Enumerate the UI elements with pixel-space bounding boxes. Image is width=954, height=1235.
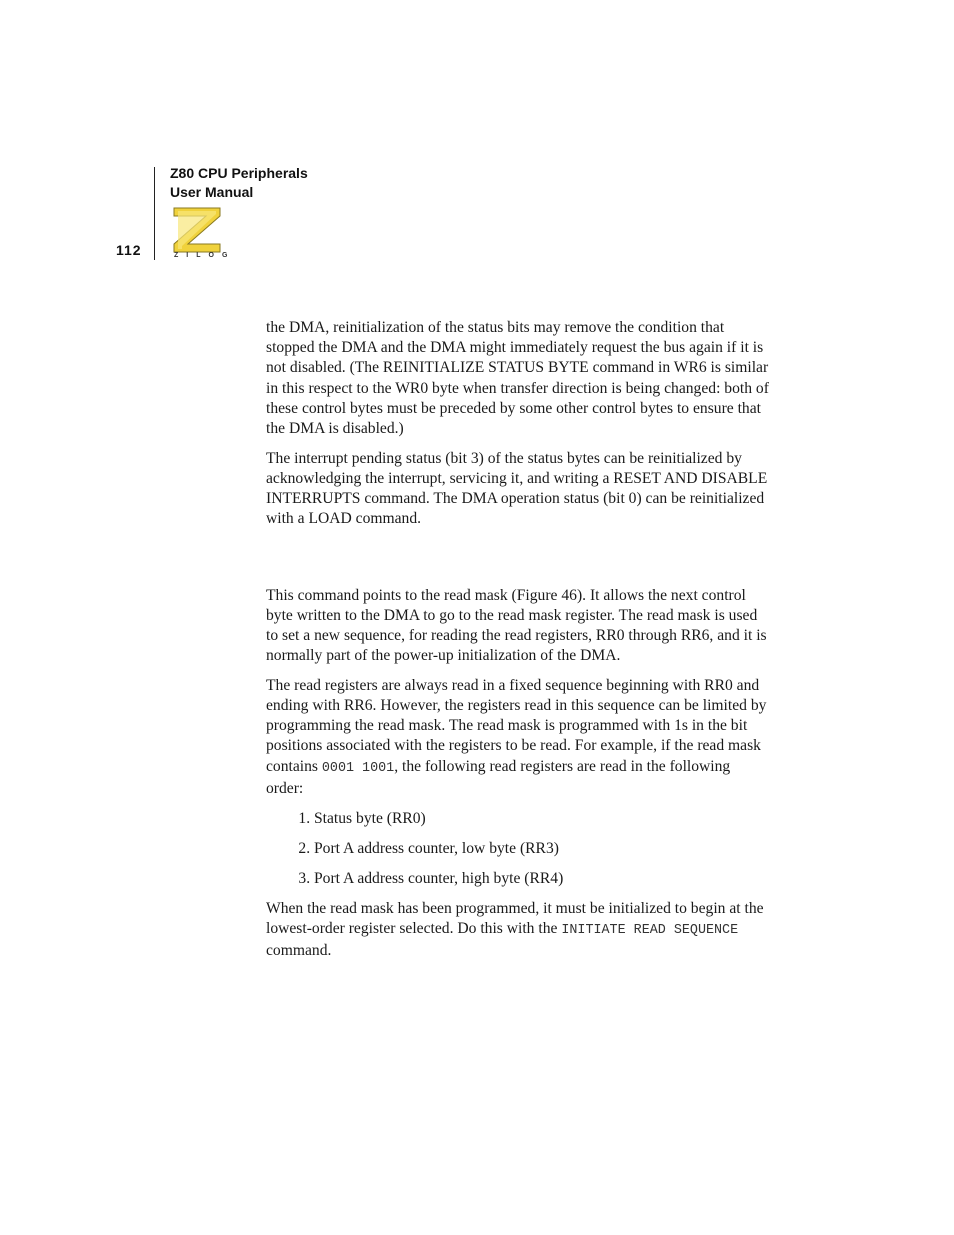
- list-item: 3. Port A address counter, high byte (RR4): [314, 869, 771, 889]
- paragraph-initiate-read: [266, 899, 771, 962]
- initiate-read-sequence-code: INITIATE READ SEQUENCE: [561, 922, 739, 938]
- logo-wordmark: ZILOG: [174, 252, 236, 259]
- list-item: 2. Port A address counter, low byte (RR3): [314, 839, 771, 859]
- header-vertical-rule: [154, 167, 155, 260]
- paragraph-read-sequence: [266, 676, 771, 799]
- read-sequence-text-end: , the following read registers are read in the following order:: [266, 757, 731, 797]
- page-body: [266, 318, 771, 971]
- paragraph-interrupt-pending: The interrupt pending status (bit 3) of the status bytes can be reinitialized by acknowledging the interrupt, servicing it, and writing a RESET AND DISABLE INTERRUPTS command. The DMA operation status (bit 0) can be reinitialized with a LOAD command.: [266, 449, 768, 528]
- manual-title: [170, 164, 308, 202]
- read-order-list: [266, 809, 771, 889]
- manual-title-line1: Z80 CPU Peripherals: [170, 165, 308, 181]
- initiate-read-text-end: command.: [266, 941, 332, 959]
- initiate-read-text-start: When the read mask has been programmed, it must be initialized to begin at the lowest-order register selected. Do this with the: [266, 899, 764, 937]
- manual-title-line2: User Manual: [170, 184, 254, 200]
- paragraph-dma-reinit: the DMA, reinitialization of the status bits may remove the condition that stopped the DMA and the DMA might immediately request the bus again if it is not disabled. (The REINITIALIZE STATUS BYTE command in WR6 is similar in this respect to the WR0 byte when transfer direction is being changed: both of these control bytes must be preceded by some other control bytes to ensure that the DMA is disabled.): [266, 319, 769, 438]
- page-number: 112: [116, 242, 142, 258]
- paragraph-read-mask-command: This command points to the read mask (Figure 46). It allows the next control byte written to the DMA to go to the read mask register. The read mask is used to set a new sequence, for reading the read registers, RR0 through RR6, and it is normally part of the power-up initialization of the DMA.: [266, 586, 767, 665]
- read-mask-value-code: 0001 1001: [321, 760, 395, 776]
- read-sequence-text-start: The read registers are always read in a fixed sequence beginning with RR0 and ending with RR6. However, the registers read in this sequence can be limited by programming the read mask. The read mask is programmed with 1s in the bit positions associated with the registers to be read. For example, if the read mask contains: [266, 676, 767, 775]
- list-item: 1. Status byte (RR0): [314, 809, 771, 829]
